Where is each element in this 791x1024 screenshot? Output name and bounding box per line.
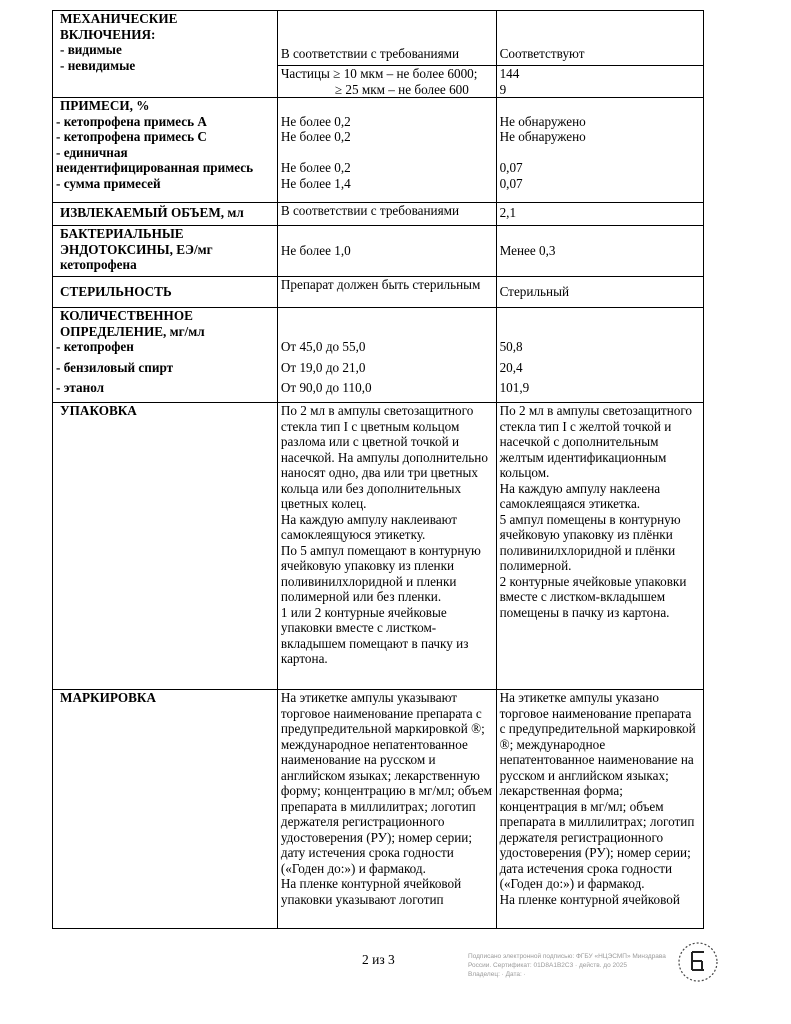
endotoxins-req-cell — [277, 226, 496, 277]
table-row — [53, 277, 704, 308]
particles-10-result: 144 — [499, 66, 520, 81]
impurity-a-req: Не более 0,2 — [280, 113, 351, 129]
assay-title: КОЛИЧЕСТВЕННОЕ ОПРЕДЕЛЕНИЕ, мг/мл — [60, 308, 205, 339]
sterility-res: Стерильный — [499, 284, 570, 300]
assay-benzyl-res: 20,4 — [499, 359, 523, 375]
assay-req-cell — [277, 308, 496, 403]
assay-ketoprofen-res: 50,8 — [499, 339, 523, 354]
marking-res-p2: На пленке контурной ячейковой — [499, 891, 680, 907]
table-row — [53, 203, 704, 226]
mech-req-cell — [277, 11, 496, 66]
assay-benzyl-req: От 19,0 до 21,0 — [280, 359, 366, 375]
assay-ethanol-res: 101,9 — [499, 380, 530, 395]
sterility-req: Препарат должен быть стерильным — [280, 277, 481, 292]
assay-ethanol-label: - этанол — [56, 380, 105, 395]
impurity-a-res: Не обнаружено — [499, 113, 586, 129]
mech-visible-label: - видимые — [60, 42, 122, 57]
volume-res-cell — [496, 203, 703, 226]
quality-spec-table — [52, 10, 704, 929]
assay-title-cell — [53, 308, 278, 403]
assay-ketoprofen-label: - кетопрофен — [56, 339, 134, 354]
impurity-single-res: 0,07 — [499, 160, 523, 175]
packaging-res-p1: По 2 мл в ампулы светозащитного стекла тип I с желтой точкой и насечкой с дополнительным желтым идентификационным кольцом. — [499, 403, 693, 480]
packaging-res-p3: 5 ампул помещены в контурную ячейковую упаковку из плёнки поливинилхлоридной и плёнки полимерной. — [499, 511, 681, 573]
impurity-single-req: Не более 0,2 — [280, 160, 351, 175]
impurities-req-cell — [277, 98, 496, 203]
page-number: 2 из 3 — [362, 952, 395, 967]
mech-title-cell — [53, 11, 278, 98]
packaging-res-p4: 2 контурные ячейковые упаковки вместе с листком-вкладышем помещены в пачку из картона. — [499, 573, 687, 620]
packaging-title: УПАКОВКА — [60, 403, 137, 418]
table-row — [53, 11, 704, 66]
sterility-req-cell — [277, 277, 496, 308]
impurity-sum-res: 0,07 — [499, 175, 523, 191]
mech-res-main: Соответствуют — [499, 45, 585, 61]
marking-title: МАРКИРОВКА — [60, 690, 156, 705]
impurity-single-label: - единичная неидентифицированная примесь — [56, 144, 254, 175]
assay-ethanol-req: От 90,0 до 110,0 — [280, 380, 372, 395]
sterility-res-cell — [496, 277, 703, 308]
impurity-c-res: Не обнаружено — [499, 129, 586, 144]
volume-req: В соответствии с требованиями — [280, 203, 460, 218]
marking-req-cell — [277, 690, 496, 929]
mech-particles-req — [277, 66, 496, 98]
marking-title-cell — [53, 690, 278, 929]
marking-req-p1: На этикетке ампулы указывают торговое наименование препарата с предупредительной маркировкой ®; международное непатентованное наименование на русском и английском языках; лекарственную форму; концентрацию в мг/мл; объем препарата в миллилитрах; логотип держателя регистрационного удостоверения (РУ); номер серии; дату истечения срока годности («Годен до:») и фармакод. — [280, 690, 492, 876]
mech-req-main: В соответствии с требованиями — [280, 45, 460, 61]
marking-res-cell — [496, 690, 703, 929]
packaging-title-cell — [53, 403, 278, 690]
impurity-sum-req: Не более 1,4 — [280, 175, 351, 191]
mech-title: МЕХАНИЧЕСКИЕ ВКЛЮЧЕНИЯ: — [60, 11, 178, 42]
packaging-req-p4: 1 или 2 контурные ячейковые упаковки вместе с листком-вкладышем помещают в пачку из картона. — [280, 604, 469, 666]
endotoxins-req: Не более 1,0 — [280, 243, 351, 259]
marking-req-p2: На пленке контурной ячейковой упаковки указывают логотип — [280, 876, 462, 907]
endotoxins-title-cell — [53, 226, 278, 277]
mech-particles-res — [496, 66, 703, 98]
endotoxins-title: БАКТЕРИАЛЬНЫЕ ЭНДОТОКСИНЫ, ЕЭ/мг кетопрофена — [60, 226, 213, 272]
sterility-title: СТЕРИЛЬНОСТЬ — [60, 284, 172, 300]
table-row — [53, 403, 704, 690]
signature-stamp — [468, 952, 668, 979]
packaging-res-cell — [496, 403, 703, 690]
particles-25-result: 9 — [499, 81, 507, 97]
packaging-res-p2: На каждую ампулу наклеена самоклеящаяся этикетка. — [499, 480, 661, 511]
packaging-req-p2: На каждую ампулу наклеивают самоклеящуюся этикетку. — [280, 511, 458, 542]
particles-25: ≥ 25 мкм – не более 600 — [334, 81, 469, 97]
stamp-line: России. Сертификат: 01D8A1B2C3 · действ. до 2025 — [468, 962, 627, 969]
table-row — [53, 98, 704, 203]
impurities-title-cell — [53, 98, 278, 203]
endotoxins-res-cell — [496, 226, 703, 277]
impurity-a-label: - кетопрофена примесь А — [56, 113, 207, 129]
table-row — [53, 690, 704, 929]
mech-res-cell — [496, 11, 703, 66]
stamp-line: Подписано электронной подписью: ФГБУ «НЦЭСМП» Минздрава — [468, 953, 666, 960]
volume-req-cell — [277, 203, 496, 226]
stamp-line: Владелец: · Дата: · — [468, 971, 526, 978]
impurities-title: ПРИМЕСИ, % — [60, 98, 150, 113]
mech-invisible-label: - невидимые — [60, 57, 136, 73]
particles-10: Частицы ≥ 10 мкм – не более 6000; — [280, 66, 478, 81]
volume-res: 2,1 — [499, 205, 517, 220]
packaging-req-cell — [277, 403, 496, 690]
impurity-c-label: - кетопрофена примесь С — [56, 129, 207, 144]
sterility-title-cell — [53, 277, 278, 308]
endotoxins-res: Менее 0,3 — [499, 243, 556, 259]
impurity-c-req: Не более 0,2 — [280, 129, 351, 144]
assay-res-cell — [496, 308, 703, 403]
packaging-req-p3: По 5 ампул помещают в контурную ячейковую упаковку из пленки поливинилхлоридной и пленки полимерной или без пленки. — [280, 542, 481, 604]
volume-title-cell — [53, 203, 278, 226]
volume-title: ИЗВЛЕКАЕМЫЙ ОБЪЕМ, мл — [60, 205, 244, 220]
assay-ketoprofen-req: От 45,0 до 55,0 — [280, 339, 366, 354]
table-row — [53, 308, 704, 403]
impurities-res-cell — [496, 98, 703, 203]
packaging-req-p1: По 2 мл в ампулы светозащитного стекла тип I с цветным кольцом разлома или с цветной точкой и насечкой. На ампулы дополнительно наносят одно, два или три цветных кольца или без дополнительных цветных колец. — [280, 403, 488, 511]
marking-res-p1: На этикетке ампулы указано торговое наименование препарата с предупредительной маркировкой ®; международное непатентованное наименование на русском и английском языках; лекарственная форма; концентрация в мг/мл; объем препарата в миллилитрах; логотип держателя регистрационного удостоверения (РУ); номер серии; дата истечения срока годности («Годен до:») и фармакод. — [499, 690, 696, 891]
document-seal-icon — [676, 940, 720, 984]
table-row — [53, 226, 704, 277]
impurity-sum-label: - сумма примесей — [56, 175, 161, 191]
assay-benzyl-label: - бензиловый спирт — [56, 359, 174, 375]
